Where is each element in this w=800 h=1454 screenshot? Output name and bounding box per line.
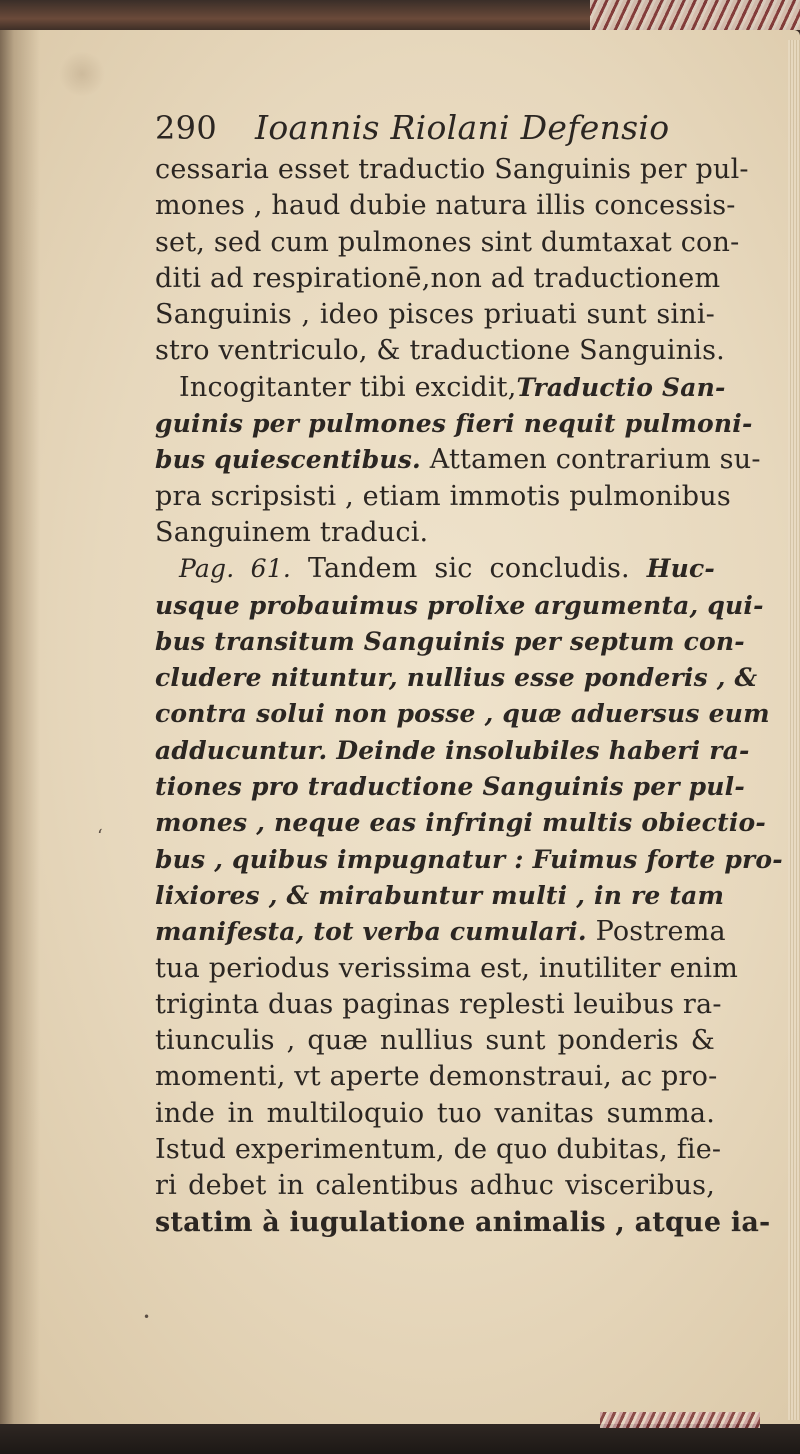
text-line (155, 914, 726, 950)
italic-quote: Traductio San- (516, 372, 726, 402)
italic-quote-line: mones , neque eas infringi multis obiectio- (155, 808, 767, 838)
text-line (155, 370, 726, 406)
page-edges (788, 40, 800, 1420)
italic-quote-line: bus transitum Sanguinis per septum con- (155, 626, 745, 656)
text-line: tiunculis , quæ nullius sunt ponderis & (155, 1025, 715, 1057)
headband-bottom (600, 1412, 760, 1428)
text-line: cessaria esset traductio Sanguinis per pul- (155, 154, 749, 185)
italic-quote: bus quiescentibus. (155, 445, 421, 475)
text-line: set, sed cum pulmones sint dumtaxat con- (155, 226, 740, 258)
text-line: Sanguinis , ideo pisces priuati sunt sini- (155, 299, 715, 331)
italic-quote-line: lixiores , & mirabuntur multi , in re tam (155, 880, 725, 910)
book-binding-top (0, 0, 800, 34)
text-line: stro ventriculo, & traductione Sanguinis. (155, 335, 725, 367)
headband-top (590, 0, 800, 30)
text-line: triginta duas paginas replesti leuibus ra- (155, 988, 722, 1020)
italic-quote-line: cludere nituntur, nullius esse ponderis , & (155, 663, 758, 693)
italic-quote: Huc- (646, 554, 715, 584)
text-line: pra scripsisti , etiam immotis pulmonibus (155, 480, 731, 512)
text-line: diti ad respirationē,non ad traductionem (155, 262, 721, 294)
text-span: Postrema (595, 916, 726, 948)
italic-quote-line: bus , quibus impugnatur : Fuimus forte pro- (155, 844, 783, 874)
page-header (155, 108, 715, 152)
text-line: momenti, vt aperte demonstraui, ac pro- (155, 1061, 718, 1093)
ink-speck: • (143, 1310, 151, 1324)
text-line: ri debet in calentibus adhuc visceribus, (155, 1170, 715, 1202)
page-reference: Pag. 61. (179, 554, 292, 584)
text-line (155, 442, 761, 478)
text-span: Incogitanter tibi excidit, (179, 371, 517, 403)
italic-quote-line: tiones pro traductione Sanguinis per pul- (155, 772, 745, 802)
text-line: mones , haud dubie natura illis concessis- (155, 190, 736, 222)
italic-quote-line: guinis per pulmones fieri nequit pulmoni- (155, 409, 753, 439)
book-binding-bottom (0, 1424, 800, 1454)
gutter-shadow (0, 30, 40, 1426)
text-line: inde in multiloquio tuo vanitas summa. (155, 1097, 715, 1129)
italic-quote: manifesta, tot verba cumulari. (155, 917, 587, 947)
text-span: Tandem sic concludis. (307, 553, 630, 585)
text-span: Attamen contrarium su- (429, 444, 761, 476)
text-line: Sanguinem traduci. (155, 516, 429, 548)
text-line: statim à iugulatione animalis , atque ia- (155, 1206, 771, 1238)
paper-stain (58, 52, 106, 96)
text-line (155, 551, 715, 587)
italic-quote-line: usque probauimus prolixe argumenta, qui- (155, 590, 764, 620)
running-head: Ioannis Riolani Defensio (255, 108, 670, 147)
margin-mark: ‘ (97, 826, 103, 847)
italic-quote-line: adducuntur. Deinde insolubiles haberi ra- (155, 735, 750, 765)
text-line: tua periodus verissima est, inutiliter enim (155, 952, 739, 984)
page-number: 290 (155, 109, 217, 147)
text-line: Istud experimentum, de quo dubitas, fie- (155, 1134, 722, 1166)
italic-quote-line: contra solui non posse , quæ aduersus eum (155, 699, 770, 729)
text-block (155, 108, 783, 1241)
